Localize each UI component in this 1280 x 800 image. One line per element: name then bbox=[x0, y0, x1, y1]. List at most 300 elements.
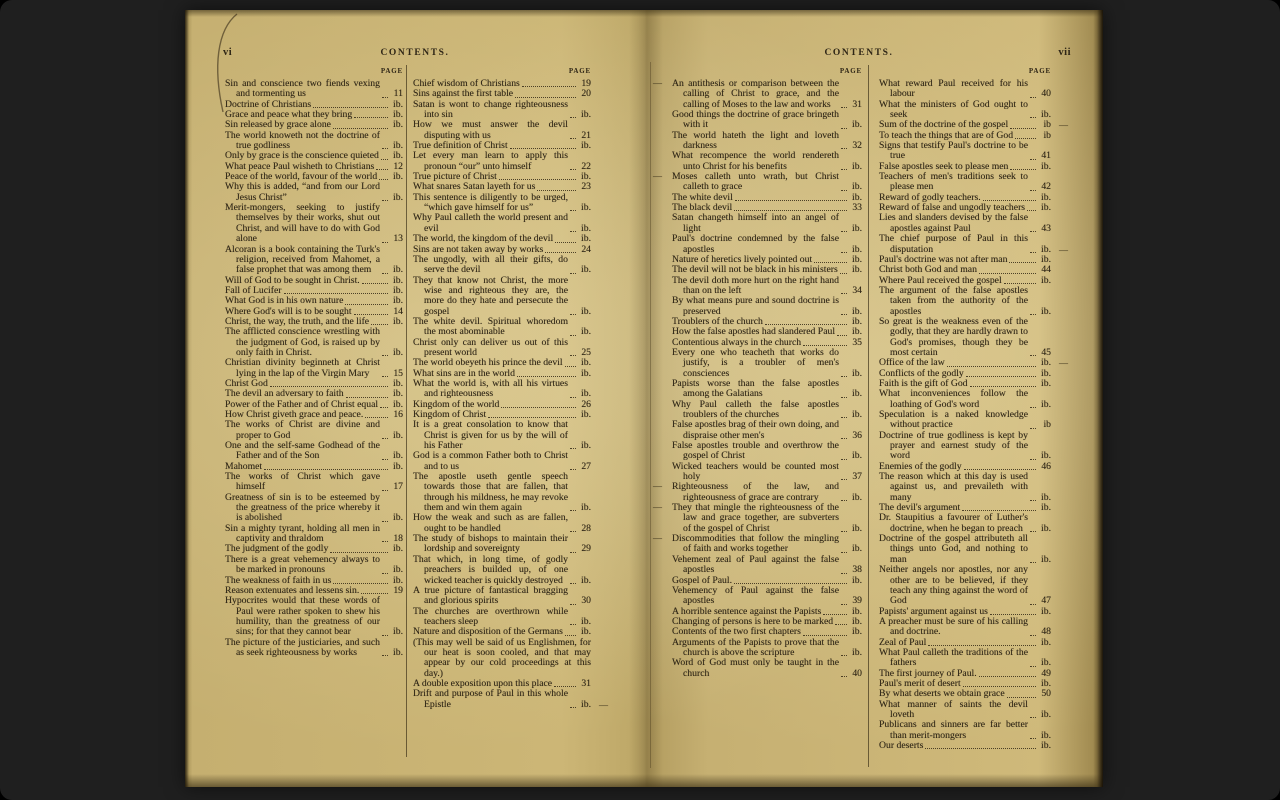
toc-entry bbox=[879, 648, 1051, 669]
toc-entry-page-number: ib. bbox=[1041, 398, 1051, 410]
toc-entry-page-number: ib. bbox=[581, 367, 591, 379]
toc-entry bbox=[672, 462, 862, 483]
dot-leader bbox=[330, 552, 388, 553]
toc-entry-page-number: 11 bbox=[393, 88, 403, 100]
dot-leader bbox=[841, 190, 847, 191]
dot-leader bbox=[803, 345, 847, 346]
dot-leader bbox=[963, 686, 1036, 687]
dot-leader bbox=[823, 614, 847, 615]
dot-leader bbox=[333, 128, 388, 129]
toc-entry bbox=[413, 627, 591, 637]
toc-entry-title: Sins are not taken away by works bbox=[413, 243, 544, 255]
dot-leader bbox=[382, 273, 388, 274]
toc-entry-page-number: ib. bbox=[1041, 636, 1051, 648]
dot-leader bbox=[382, 521, 388, 522]
toc-entry bbox=[672, 151, 862, 172]
dot-leader bbox=[835, 624, 847, 625]
dot-leader bbox=[1030, 531, 1036, 532]
dot-leader bbox=[382, 635, 388, 636]
toc-entry-page-number: ib. bbox=[852, 543, 862, 555]
toc-entry bbox=[225, 131, 403, 152]
dot-leader bbox=[841, 531, 847, 532]
dot-leader bbox=[570, 531, 576, 532]
running-title-right: CONTENTS. bbox=[824, 48, 894, 58]
toc-entry-page-number: 13 bbox=[393, 233, 403, 245]
toc-entry bbox=[413, 338, 591, 359]
toc-entry-page-number: ib. bbox=[1041, 274, 1051, 286]
toc-entry bbox=[225, 358, 403, 379]
toc-entry-page-number: ib. bbox=[1041, 740, 1051, 751]
toc-entry-title: How the weak and such as are fallen, ought to be handled bbox=[413, 512, 568, 534]
toc-entry-title: Office of the law bbox=[879, 357, 945, 369]
toc-entry-page-number: ib. bbox=[852, 626, 862, 638]
toc-entry-title: The devil's argument bbox=[879, 502, 961, 514]
toc-entry-title: What sins are in the world bbox=[413, 367, 515, 379]
toc-entry-page-number: ib. bbox=[581, 388, 591, 400]
toc-entry-title: The chief purpose of Paul in this disputation bbox=[879, 233, 1028, 255]
dot-leader bbox=[1009, 262, 1036, 263]
toc-entry-title: Why Paul calleth the world present and evil bbox=[413, 212, 568, 234]
dot-leader bbox=[517, 376, 576, 377]
toc-entry-title: The devil an adversary to faith bbox=[225, 388, 344, 400]
toc-column-right-1 bbox=[672, 79, 862, 679]
toc-entry-title: Faith is the gift of God bbox=[879, 377, 968, 389]
toc-entry-title: What snares Satan layeth for us bbox=[413, 181, 536, 193]
toc-entry bbox=[879, 410, 1051, 431]
toc-entry-page-number: ib. bbox=[1041, 450, 1051, 462]
dot-leader bbox=[333, 583, 388, 584]
toc-entry-title: The white devil. Spiritual whoredom the most abominable bbox=[413, 315, 568, 338]
toc-entry bbox=[672, 110, 862, 131]
toc-entry-page-number: 44 bbox=[1041, 264, 1051, 276]
toc-entry bbox=[413, 276, 591, 317]
toc-entry-page-number: ib. bbox=[1041, 502, 1051, 514]
dot-leader bbox=[537, 190, 576, 191]
dot-leader bbox=[1030, 231, 1036, 232]
dot-leader bbox=[814, 262, 847, 263]
toc-entry-title: What the ministers of God ought to seek bbox=[879, 98, 1028, 121]
toc-entry bbox=[413, 586, 591, 607]
toc-entry bbox=[879, 513, 1051, 534]
dot-leader bbox=[734, 583, 847, 584]
toc-entry-page-number: 14 bbox=[393, 305, 403, 317]
toc-entry-title: The first journey of Paul. bbox=[879, 667, 977, 679]
dot-leader bbox=[841, 459, 847, 460]
dot-leader bbox=[570, 469, 576, 470]
toc-entry-title: Power of the Father and of Christ equal bbox=[225, 398, 379, 410]
toc-entry-title: Nature and disposition of the Germans bbox=[413, 626, 563, 638]
toc-entry-title: Word of God must only be taught in the church bbox=[672, 657, 839, 679]
toc-entry-page-number: ib. bbox=[393, 315, 403, 327]
toc-entry-title: Kingdom of the world bbox=[413, 398, 500, 410]
toc-entry-page-number: ib. bbox=[1041, 243, 1051, 255]
dot-leader bbox=[382, 490, 388, 491]
toc-entry-title: Christ only can deliver us out of this present world bbox=[413, 336, 568, 358]
dot-leader bbox=[841, 438, 847, 439]
toc-entry-page-number: 43 bbox=[1041, 222, 1051, 234]
dot-leader bbox=[1010, 169, 1036, 170]
toc-entry bbox=[225, 420, 403, 441]
toc-entry-title: How the false apostles had slandered Paul bbox=[672, 326, 836, 338]
toc-entry bbox=[879, 286, 1051, 317]
toc-entry bbox=[879, 617, 1051, 638]
toc-entry-page-number: 27 bbox=[581, 460, 591, 472]
toc-entry-page-number: ib. bbox=[852, 522, 862, 534]
dot-leader bbox=[1030, 190, 1036, 191]
toc-entry-page-number: 35 bbox=[852, 336, 862, 348]
toc-entry-title: To teach the things that are of God bbox=[879, 129, 1014, 141]
toc-entry-title: The judgment of the godly bbox=[225, 543, 329, 555]
toc-entry-title: Let every man learn to apply this pronoun “our” unto himself bbox=[413, 150, 568, 172]
toc-entry-page-number: ib. bbox=[581, 615, 591, 627]
toc-entry-title: Reward of godly teachers. bbox=[879, 191, 981, 203]
toc-entry-title: Contents of the two first chapters bbox=[672, 626, 801, 638]
dot-leader bbox=[382, 355, 388, 356]
toc-entry-page-number: ib. bbox=[1041, 729, 1051, 741]
toc-entry-title: False apostles trouble and overthrow the gospel of Christ bbox=[672, 440, 839, 462]
toc-entry-page-number: ib. bbox=[581, 171, 591, 183]
toc-entry bbox=[672, 348, 862, 379]
dot-leader bbox=[376, 169, 388, 170]
toc-entry-page-number: 26 bbox=[581, 398, 591, 410]
toc-entry bbox=[413, 607, 591, 628]
dot-leader bbox=[840, 273, 847, 274]
toc-entry-title: Speculation is a naked knowledge without practice bbox=[879, 409, 1028, 431]
dot-leader bbox=[966, 376, 1036, 377]
toc-entry-title: — Righteousness of the law, and righteousness of grace are contrary bbox=[672, 481, 839, 503]
dot-leader bbox=[841, 500, 847, 501]
dot-leader bbox=[1030, 738, 1036, 739]
toc-entry-title: The black devil bbox=[672, 202, 733, 214]
toc-entry-page-number: ib. bbox=[581, 698, 591, 710]
toc-column-left-2 bbox=[413, 79, 591, 710]
dot-leader bbox=[570, 335, 576, 336]
dot-leader bbox=[841, 148, 847, 149]
toc-entry-title: That which, in long time, of godly preachers is builded up, of one wicked teacher is quickly destroyed bbox=[413, 553, 568, 586]
toc-entry bbox=[225, 296, 403, 306]
dot-leader bbox=[841, 417, 847, 418]
dot-leader bbox=[841, 397, 847, 398]
dot-leader bbox=[570, 210, 576, 211]
toc-entry-page-number: ib. bbox=[1041, 202, 1051, 214]
toc-entry-title: Why this is added, “and from our Lord Jesus Christ” bbox=[225, 181, 380, 203]
toc-entry-page-number: ib. bbox=[852, 243, 862, 255]
dot-leader bbox=[570, 552, 576, 553]
dot-leader bbox=[990, 614, 1036, 615]
toc-entry bbox=[225, 182, 403, 203]
toc-entry-page-number: 17 bbox=[393, 481, 403, 493]
toc-entry-title: How Christ giveth grace and peace. bbox=[225, 409, 364, 420]
toc-entry-page-number: ib. bbox=[1041, 522, 1051, 534]
dot-leader bbox=[1030, 252, 1036, 253]
toc-entry bbox=[225, 472, 403, 493]
toc-entry-title: Christ, the way, the truth, and the life bbox=[225, 315, 370, 327]
toc-entry-title: True picture of Christ bbox=[413, 171, 497, 183]
dot-leader bbox=[565, 366, 576, 367]
dot-leader bbox=[570, 231, 576, 232]
toc-entry bbox=[879, 100, 1051, 121]
toc-entry-page-number: 15 bbox=[393, 367, 403, 379]
toc-entry-page-number: ib. bbox=[581, 502, 591, 514]
toc-entry-title: Enemies of the godly bbox=[879, 460, 962, 472]
toc-entry-title: The argument of the false apostles taken from the authority of the apostles bbox=[879, 284, 1028, 317]
toc-entry-page-number: 45 bbox=[1041, 346, 1051, 358]
toc-entry bbox=[672, 213, 862, 234]
toc-entry bbox=[672, 627, 862, 637]
toc-entry-page-number: 24 bbox=[581, 243, 591, 255]
dot-leader bbox=[501, 407, 576, 408]
dot-leader bbox=[1004, 283, 1036, 284]
toc-entry-title: Papists worse than the false apostles among the Galatians bbox=[672, 377, 839, 400]
toc-entry-title: What God is in his own nature bbox=[225, 295, 344, 307]
toc-entry-page-number: 25 bbox=[581, 346, 591, 358]
toc-entry-title: Conflicts of the godly bbox=[879, 367, 964, 379]
toc-entry-title: The world, the kingdom of the devil bbox=[413, 233, 554, 245]
toc-entry bbox=[413, 193, 591, 214]
toc-column-right-2 bbox=[879, 79, 1051, 751]
toc-entry bbox=[879, 234, 1051, 255]
toc-entry-title: What manner of saints the devil loveth bbox=[879, 698, 1028, 720]
dot-leader bbox=[1015, 138, 1036, 139]
toc-entry-title: Mahomet bbox=[225, 460, 263, 472]
toc-entry-title: Grace and peace what they bring bbox=[225, 109, 353, 121]
toc-entry bbox=[225, 524, 403, 545]
toc-entry-title: What Paul calleth the traditions of the fathers bbox=[879, 646, 1028, 669]
toc-entry-title: A horrible sentence against the Papists bbox=[672, 605, 822, 617]
dot-leader bbox=[983, 200, 1036, 201]
toc-entry-title: What peace Paul wisheth to Christians bbox=[225, 160, 375, 172]
book-spread bbox=[185, 10, 1103, 787]
toc-entry-title: Where Paul received the gospel bbox=[879, 274, 1002, 286]
folio-number-left: vi bbox=[223, 47, 233, 58]
dot-leader bbox=[841, 169, 847, 170]
dot-leader bbox=[964, 469, 1036, 470]
toc-entry-title: Reward of false and ungodly teachers bbox=[879, 202, 1026, 214]
toc-entry-page-number: ib. bbox=[393, 460, 403, 472]
toc-entry-title: True definition of Christ bbox=[413, 140, 508, 152]
toc-entry-page-number: ib bbox=[1043, 129, 1051, 141]
dot-leader bbox=[1030, 159, 1036, 160]
toc-entry bbox=[672, 534, 862, 555]
toc-entry-title: — Discommodities that follow the mingling of faith and works together bbox=[672, 533, 839, 555]
toc-entry-page-number: 12 bbox=[393, 160, 403, 172]
toc-entry-page-number: ib. bbox=[852, 388, 862, 400]
toc-entry bbox=[413, 151, 591, 172]
toc-entry-title: Vehement zeal of Paul against the false apostles bbox=[672, 553, 839, 576]
dot-leader bbox=[346, 397, 388, 398]
toc-column-left-1 bbox=[225, 79, 403, 658]
toc-entry bbox=[672, 420, 862, 441]
toc-entry-page-number: ib. bbox=[393, 398, 403, 410]
dot-leader bbox=[841, 479, 847, 480]
dot-leader bbox=[570, 169, 576, 170]
toc-entry-title: Christian divinity beginneth at Christ lying in the lap of the Virgin Mary bbox=[225, 357, 380, 379]
toc-entry-page-number: 33 bbox=[852, 202, 862, 214]
toc-entry-title: Arguments of the Papists to prove that the church is above the scripture bbox=[672, 636, 839, 658]
toc-entry-title: Sin a mighty tyrant, holding all men in captivity and thraldom bbox=[225, 522, 380, 545]
dot-leader bbox=[841, 314, 847, 315]
toc-entry-page-number: ib. bbox=[1041, 708, 1051, 720]
toc-entry-page-number: ib. bbox=[393, 150, 403, 162]
toc-entry bbox=[879, 700, 1051, 721]
toc-entry-page-number: ib. bbox=[393, 119, 403, 131]
toc-entry-title: Neither angels nor apostles, nor any other are to be believed, if they teach any thing against the word of God bbox=[879, 564, 1028, 607]
toc-entry-title: What recompence the world rendereth unto Christ for his benefits bbox=[672, 150, 839, 172]
toc-entry bbox=[879, 317, 1051, 358]
dot-leader bbox=[1030, 314, 1036, 315]
dot-leader bbox=[570, 583, 576, 584]
dot-leader bbox=[570, 510, 576, 511]
toc-entry-title: Fall of Lucifer bbox=[225, 284, 282, 296]
dot-leader bbox=[1030, 635, 1036, 636]
dot-leader bbox=[362, 283, 388, 284]
toc-entry bbox=[672, 234, 862, 255]
toc-entry-page-number: ib. bbox=[393, 274, 403, 286]
toc-entry-title: Vehemency of Paul against the false apostles bbox=[672, 584, 839, 607]
toc-entry bbox=[413, 555, 591, 586]
dot-leader bbox=[345, 304, 388, 305]
toc-entry-title: — They that mingle the righteousness of the law and grace together, are subverters of the gospel of Christ bbox=[672, 502, 839, 534]
toc-entry-title: Where God's will is to be sought bbox=[225, 305, 352, 317]
toc-entry-page-number: ib. bbox=[852, 646, 862, 658]
toc-entry-title: So great is the weakness even of the godly, that they are hardly drawn to God's promises, though they be most certain bbox=[879, 315, 1028, 358]
toc-entry-title: Paul's doctrine condemned by the false apostles bbox=[672, 233, 839, 255]
toc-entry-page-number: ib. bbox=[581, 440, 591, 452]
toc-entry-title: How we must answer the devil disputing with us bbox=[413, 119, 568, 141]
toc-entry bbox=[672, 503, 862, 534]
dot-leader bbox=[841, 676, 847, 677]
dot-leader bbox=[1030, 717, 1036, 718]
toc-entry-title: Doctrine of the gospel attributeth all things unto God, and nothing to man bbox=[879, 533, 1028, 565]
toc-entry-page-number: ib. bbox=[393, 388, 403, 400]
toc-entry-title: Will of God to be sought in Christ. bbox=[225, 274, 360, 286]
toc-entry-page-number: 36 bbox=[852, 429, 862, 441]
toc-entry-title: Troublers of the church bbox=[672, 315, 763, 327]
toc-entry bbox=[672, 265, 862, 275]
toc-entry bbox=[225, 555, 403, 576]
toc-entry bbox=[672, 379, 862, 400]
toc-entry-title: Chief wisdom of Christians bbox=[413, 78, 520, 89]
toc-entry-title: Hypocrites would that these words of Paul were rather spoken to shew his humility, than the greatness of our sins; for that they cannot bear bbox=[225, 595, 380, 638]
toc-entry bbox=[672, 555, 862, 576]
dot-leader bbox=[380, 407, 388, 408]
toc-entry-title: Christ God bbox=[225, 377, 268, 389]
toc-entry-title: (This may well be said of us Englishmen, for our heat is soon cooled, and that may appear by our cold proceedings at this day.) bbox=[413, 636, 591, 679]
toc-entry-page-number: ib. bbox=[393, 98, 403, 110]
toc-entry-page-number: ib. bbox=[581, 202, 591, 214]
toc-entry-title: It is a great consolation to know that Christ is given for us by the will of his Father bbox=[413, 419, 568, 452]
dot-leader bbox=[928, 645, 1036, 646]
toc-entry-title: Contentious always in the church bbox=[672, 336, 802, 348]
toc-entry-title: Wicked teachers would be counted most holy bbox=[672, 460, 839, 483]
toc-entry-title: Paul's merit of desert bbox=[879, 677, 961, 689]
dot-leader bbox=[555, 242, 576, 243]
toc-entry bbox=[879, 213, 1051, 234]
toc-entry-page-number: 49 bbox=[1041, 667, 1051, 679]
toc-entry-title: The afflicted conscience wrestling with the judgment of God, is raised up by only faith in Christ. bbox=[225, 326, 380, 358]
toc-entry bbox=[879, 172, 1051, 193]
dot-leader bbox=[925, 748, 1036, 749]
toc-entry bbox=[225, 596, 403, 637]
dot-leader bbox=[1030, 117, 1036, 118]
toc-entry-title: Good things the doctrine of grace bringeth with it bbox=[672, 109, 839, 131]
dot-leader bbox=[381, 159, 388, 160]
toc-entry-title: The churches are overthrown while teachers sleep bbox=[413, 605, 568, 627]
toc-entry-page-number: ib. bbox=[852, 264, 862, 276]
toc-entry-title: Reason extenuates and lessens sin. bbox=[225, 584, 360, 596]
dot-leader bbox=[379, 179, 388, 180]
toc-entry-page-number: ib. bbox=[852, 181, 862, 193]
toc-entry-page-number: ib. bbox=[581, 357, 591, 369]
toc-entry-page-number: 34 bbox=[852, 284, 862, 296]
dot-leader bbox=[1030, 355, 1036, 356]
dot-leader bbox=[382, 200, 388, 201]
scan-edge-right bbox=[1093, 10, 1103, 787]
toc-entry-page-number: ib. bbox=[1041, 491, 1051, 503]
dot-leader bbox=[841, 252, 847, 253]
toc-entry bbox=[672, 131, 862, 152]
dot-leader bbox=[1030, 604, 1036, 605]
toc-entry bbox=[672, 79, 862, 110]
toc-entry-title: The world knoweth not the doctrine of true godliness bbox=[225, 129, 380, 152]
toc-entry-title: Our deserts bbox=[879, 740, 924, 751]
toc-entry-title: Gospel of Paul. bbox=[672, 574, 733, 586]
toc-entry bbox=[672, 658, 862, 679]
toc-entry-page-number: ib. bbox=[581, 140, 591, 152]
dot-leader bbox=[570, 707, 576, 708]
dot-leader bbox=[841, 655, 847, 656]
toc-entry-page-number: 29 bbox=[581, 543, 591, 555]
toc-entry-page-number: ib. bbox=[852, 315, 862, 327]
toc-entry-title: A preacher must be sure of his calling and doctrine. bbox=[879, 615, 1028, 638]
toc-entry-page-number: ib. bbox=[581, 305, 591, 317]
toc-entry-title: — An antithesis or comparison between the calling of Christ to grace, and the calling of Moses to the law and works bbox=[672, 78, 839, 110]
toc-entry-title: Publicans and sinners are far better than merit-mongers bbox=[879, 719, 1028, 741]
dot-leader bbox=[284, 293, 389, 294]
toc-entry bbox=[413, 638, 591, 679]
toc-entry-page-number: ib. bbox=[581, 222, 591, 234]
toc-entry-page-number: ib. bbox=[581, 626, 591, 638]
toc-entry-title: The devil will not be black in his ministers bbox=[672, 264, 838, 276]
toc-entry-title: — Moses calleth unto wrath, but Christ calleth to grace bbox=[672, 171, 839, 193]
toc-entry bbox=[413, 451, 591, 472]
dot-leader bbox=[1030, 562, 1036, 563]
toc-entry-page-number: 50 bbox=[1041, 688, 1051, 700]
toc-entry-page-number: ib. bbox=[852, 574, 862, 586]
toc-entry-title: Kingdom of Christ bbox=[413, 409, 487, 420]
toc-entry bbox=[225, 203, 403, 244]
dot-leader bbox=[382, 376, 388, 377]
toc-entry bbox=[225, 79, 403, 100]
toc-entry-page-number: 19 bbox=[393, 584, 403, 596]
toc-entry-page-number: ib. bbox=[581, 409, 591, 420]
toc-entry bbox=[672, 441, 862, 462]
toc-entry-page-number: ib bbox=[1043, 419, 1051, 431]
toc-entry bbox=[225, 493, 403, 524]
toc-entry-title: Teachers of men's traditions seek to please men bbox=[879, 171, 1028, 193]
toc-entry bbox=[413, 689, 591, 710]
toc-entry-page-number: ib. bbox=[581, 233, 591, 245]
toc-entry-page-number: ib. bbox=[1041, 191, 1051, 203]
toc-entry bbox=[879, 565, 1051, 606]
dot-leader bbox=[264, 469, 388, 470]
toc-entry-page-number: ib. bbox=[393, 626, 403, 638]
page-column-label: PAGE bbox=[568, 67, 591, 75]
toc-entry-title: Dr. Staupitius a favourer of Luther's doctrine, when he began to preach bbox=[879, 512, 1028, 534]
toc-entry-title: Zeal of Paul bbox=[879, 636, 927, 648]
toc-entry-page-number: ib. bbox=[393, 171, 403, 183]
dot-leader bbox=[803, 635, 847, 636]
